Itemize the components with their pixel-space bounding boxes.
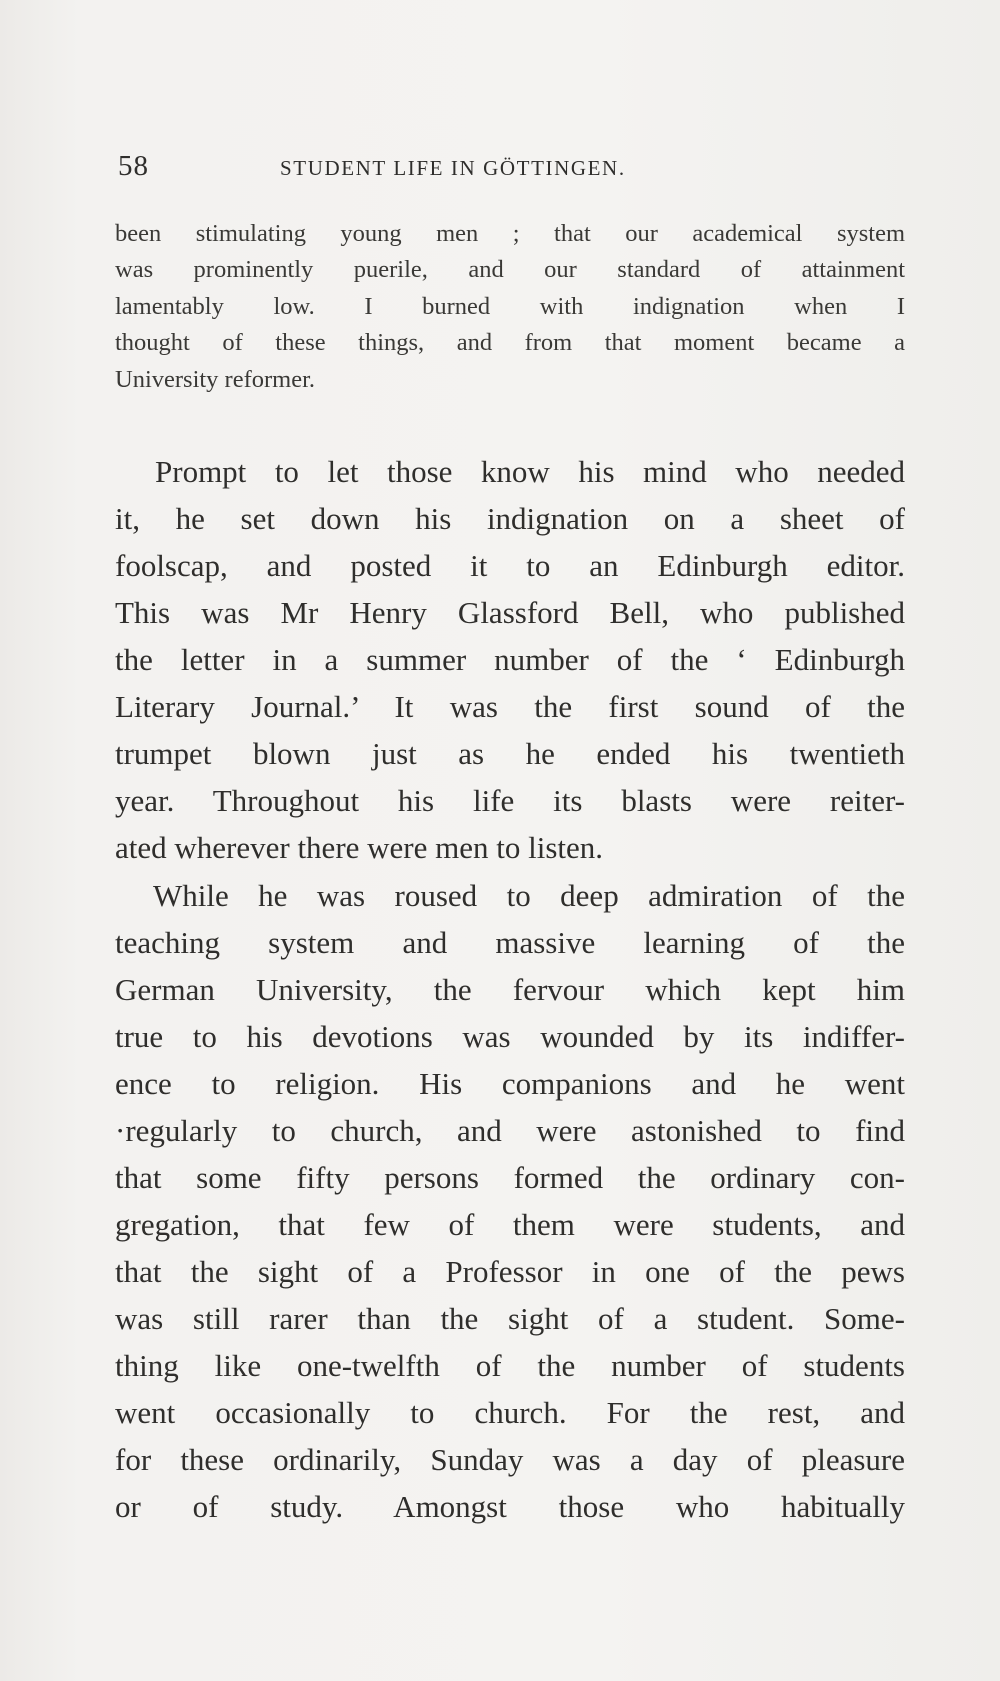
paragraph-line: went occasionally to church. For the rest, and (115, 1395, 905, 1430)
page-number: 58 (118, 150, 149, 182)
paragraph-line: This was Mr Henry Glassford Bell, who published (115, 595, 905, 630)
paragraph-line: it, he set down his indignation on a sheet of (115, 501, 905, 536)
paragraph-line: Literary Journal.’ It was the first sound of the (115, 689, 905, 724)
paragraph-line: Prompt to let those know his mind who needed (155, 454, 905, 489)
paragraph-line: gregation, that few of them were students, and (115, 1207, 905, 1242)
paragraph-line: was still rarer than the sight of a student. Some- (115, 1301, 905, 1336)
paragraph-line: ence to religion. His companions and he went (115, 1066, 905, 1101)
paragraph-line: that the sight of a Professor in one of the pews (115, 1254, 905, 1289)
paragraph-2 (115, 872, 905, 1530)
paragraph-line: year. Throughout his life its blasts were reiter- (115, 783, 905, 818)
paragraph-line: that some fifty persons formed the ordinary con- (115, 1160, 905, 1195)
paragraph-line: While he was roused to deep admiration of the (153, 878, 905, 913)
running-head: STUDENT LIFE IN GÖTTINGEN. (280, 156, 626, 180)
quote-line: thought of these things, and from that moment became a (115, 329, 905, 357)
paragraph-1 (115, 448, 905, 871)
paragraph-line: ·regularly to church, and were astonished to find (115, 1113, 905, 1148)
quote-line: University reformer. (115, 365, 316, 393)
paragraph-line: for these ordinarily, Sunday was a day of pleasure (115, 1442, 905, 1477)
paragraph-line: trumpet blown just as he ended his twentieth (115, 736, 905, 771)
quote-line: been stimulating young men ; that our academical system (115, 220, 905, 247)
paragraph-line: the letter in a summer number of the ‘ Edinburgh (115, 642, 905, 677)
paragraph-line: foolscap, and posted it to an Edinburgh editor. (115, 548, 905, 583)
paragraph-line: true to his devotions was wounded by its indiffer- (115, 1019, 905, 1054)
quote-line: lamentably low. I burned with indignation when I (115, 292, 905, 320)
quote-line: was prominently puerile, and our standard of attainment (115, 256, 905, 284)
quoted-passage (115, 216, 905, 398)
page-header (118, 150, 908, 184)
paragraph-line: ated wherever there were men to listen. (115, 830, 604, 865)
paragraph-line: teaching system and massive learning of the (115, 925, 905, 960)
paragraph-line: German University, the fervour which kept him (115, 972, 905, 1007)
paragraph-line: thing like one-twelfth of the number of students (115, 1348, 905, 1383)
paragraph-line: or of study. Amongst those who habitually (115, 1489, 905, 1524)
